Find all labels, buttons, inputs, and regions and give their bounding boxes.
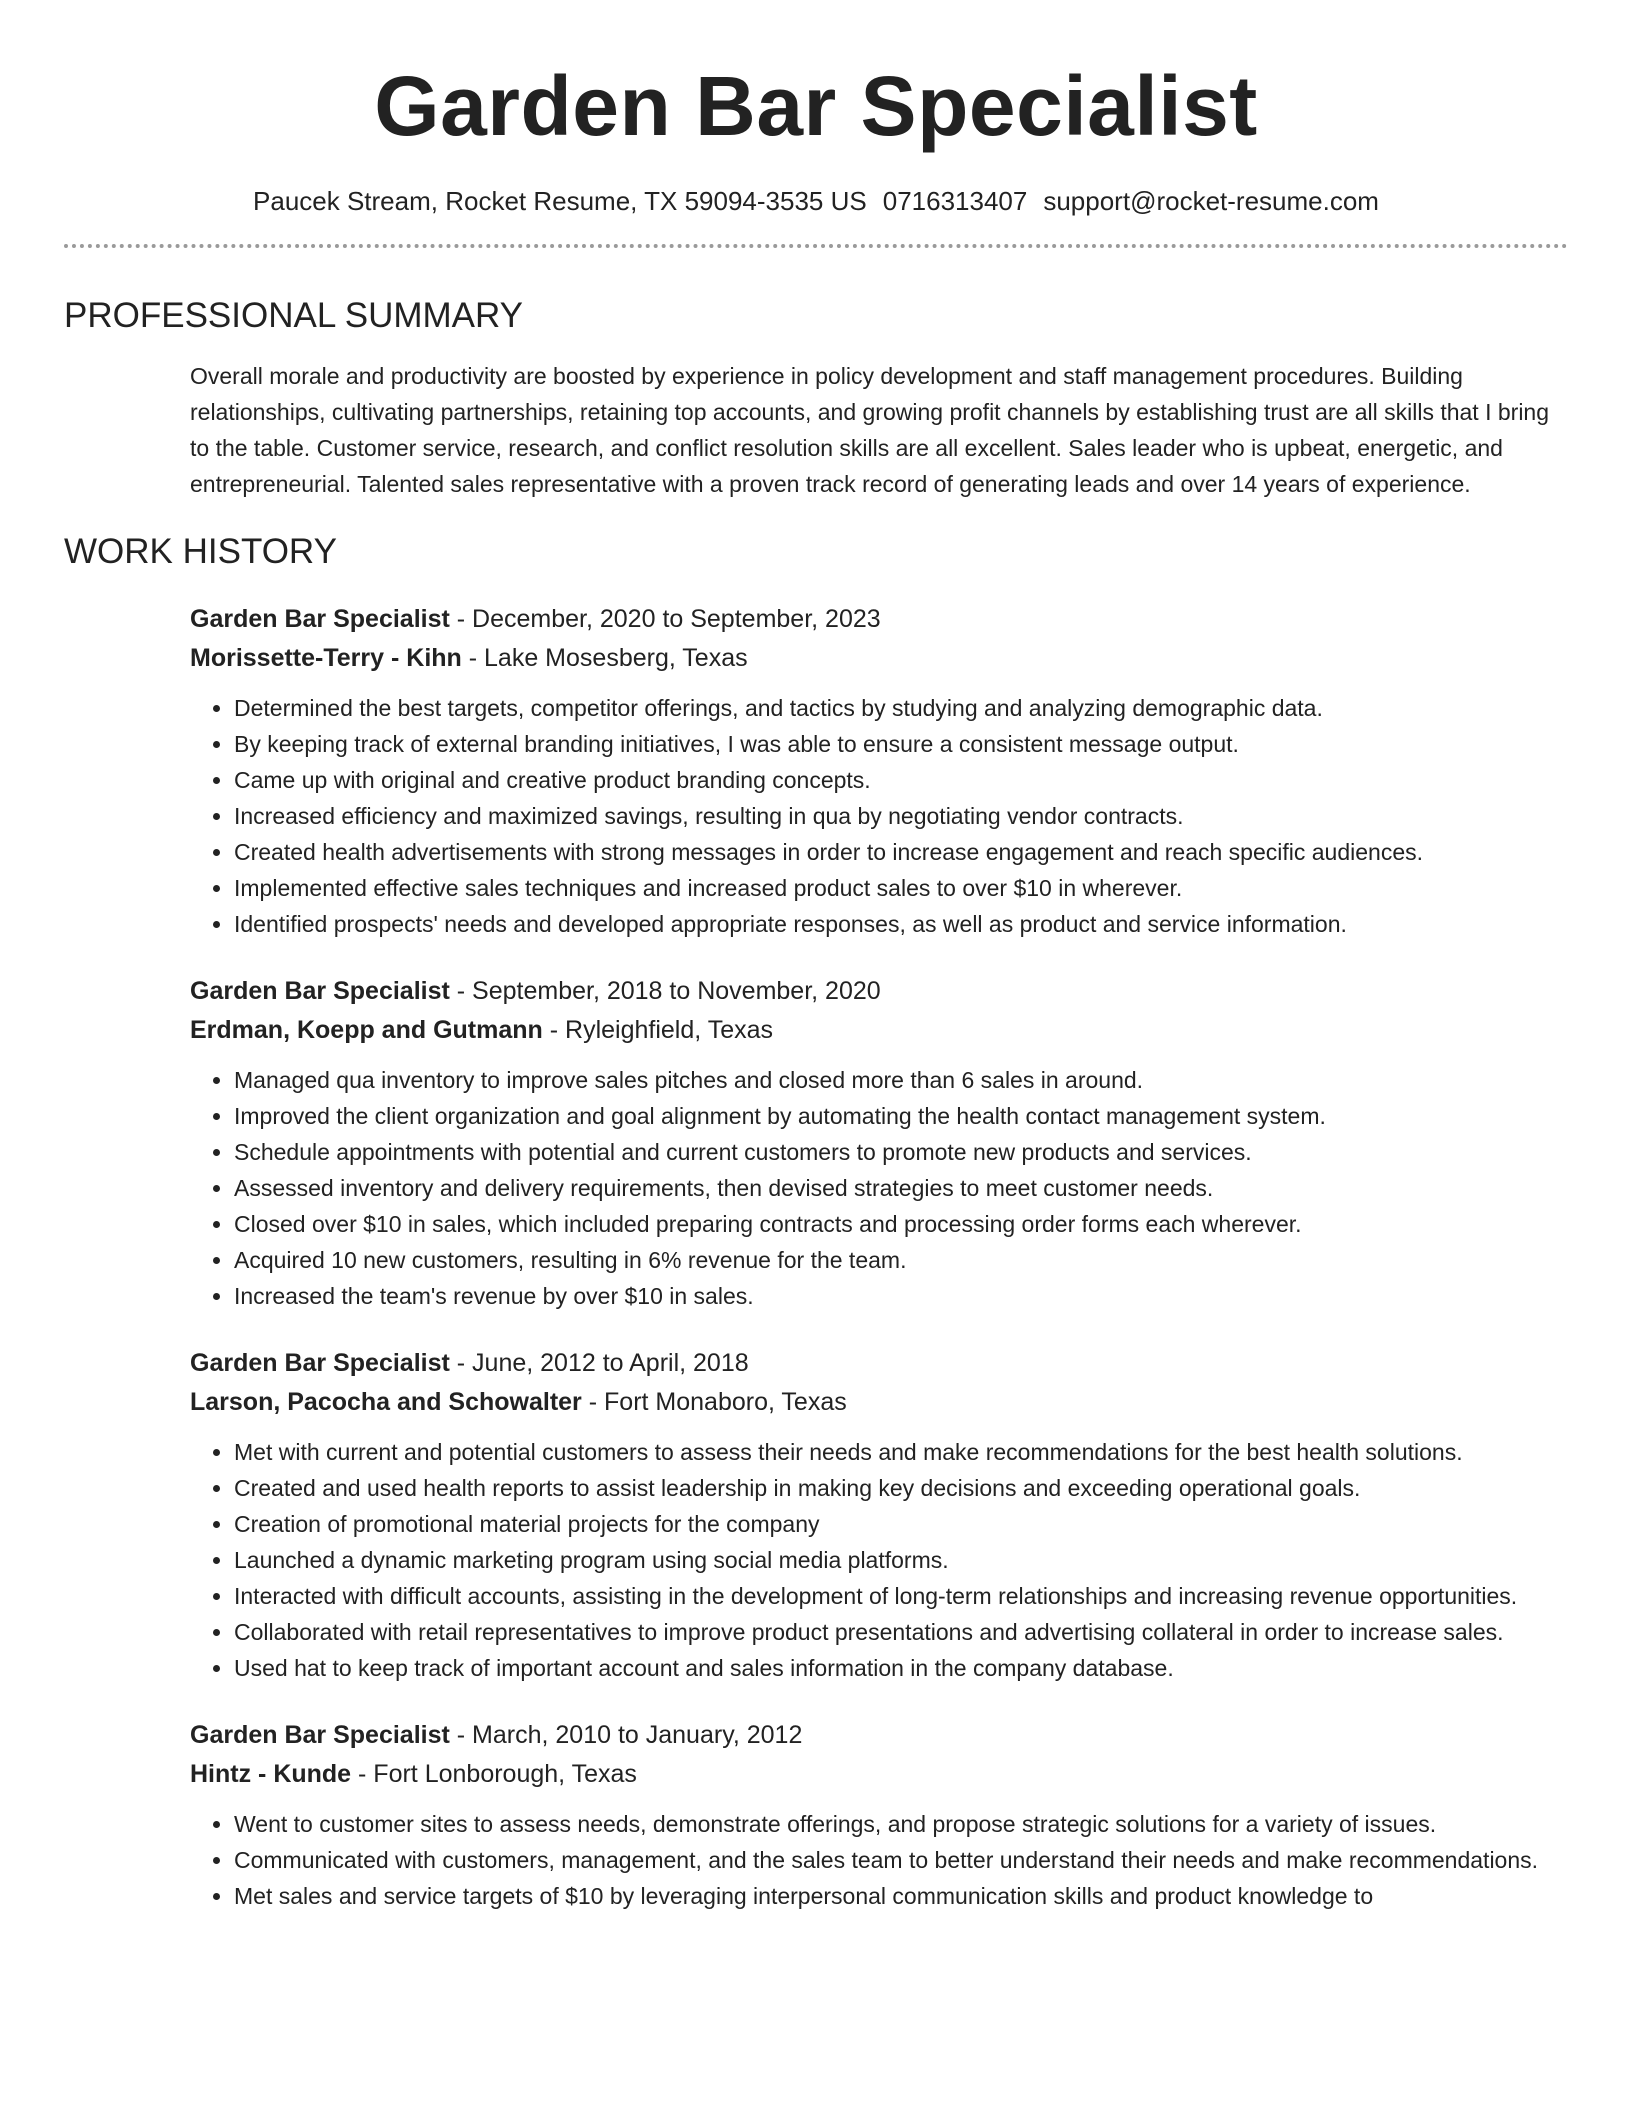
job-title-line	[190, 972, 1568, 1011]
job-title: Garden Bar Specialist	[190, 1721, 450, 1749]
job-bullet: • Came up with original and creative product branding concepts.	[234, 762, 1568, 798]
contact-address: Paucek Stream, Rocket Resume, TX 59094-3535 US	[253, 186, 867, 216]
job-company: Erdman, Koepp and Gutmann	[190, 1016, 543, 1044]
job-bullet: • By keeping track of external branding initiatives, I was able to ensure a consistent message output.	[234, 726, 1568, 762]
summary-heading: PROFESSIONAL SUMMARY	[64, 296, 523, 335]
job-location: - Lake Mosesberg, Texas	[461, 644, 748, 672]
job-title: Garden Bar Specialist	[190, 977, 450, 1005]
job-bullet-list	[190, 1434, 1568, 1686]
job-location: - Fort Monaboro, Texas	[581, 1388, 847, 1416]
job-bullet: • Implemented effective sales techniques and increased product sales to over $10 in wherever.	[234, 870, 1568, 906]
job-company-line	[190, 1383, 1568, 1422]
job-company: Larson, Pacocha and Schowalter	[190, 1388, 582, 1416]
job-dates: - September, 2018 to November, 2020	[449, 977, 881, 1005]
job-title: Garden Bar Specialist	[190, 605, 450, 633]
job-bullet-list	[190, 690, 1568, 942]
job-bullet: • Launched a dynamic marketing program using social media platforms.	[234, 1542, 1568, 1578]
candidate-name: Garden Bar Specialist	[374, 59, 1258, 153]
job-bullet: • Improved the client organization and goal alignment by automating the health contact management system.	[234, 1098, 1568, 1134]
job-bullet: • Closed over $10 in sales, which included preparing contracts and processing order forms each wherever.	[234, 1206, 1568, 1242]
job-bullet: • Identified prospects' needs and developed appropriate responses, as well as product and service information.	[234, 906, 1568, 942]
job-dates: - March, 2010 to January, 2012	[449, 1721, 803, 1749]
job-title-line	[190, 600, 1568, 639]
job-bullet: • Went to customer sites to assess needs, demonstrate offerings, and propose strategic solutions for a variety of issues.	[234, 1806, 1568, 1842]
job-bullet: • Used hat to keep track of important account and sales information in the company database.	[234, 1650, 1568, 1686]
job-bullet: • Managed qua inventory to improve sales pitches and closed more than 6 sales in around.	[234, 1062, 1568, 1098]
job-title-line	[190, 1716, 1568, 1755]
job-bullet: • Created health advertisements with strong messages in order to increase engagement and reach specific audiences.	[234, 834, 1568, 870]
job-bullet: • Assessed inventory and delivery requirements, then devised strategies to meet customer needs.	[234, 1170, 1568, 1206]
job-bullet-list	[190, 1062, 1568, 1314]
job-entry	[190, 600, 1568, 942]
job-bullet: • Communicated with customers, management, and the sales team to better understand their needs and make recommendations.	[234, 1842, 1568, 1878]
resume-page	[64, 0, 1568, 1914]
job-dates: - December, 2020 to September, 2023	[449, 605, 881, 633]
job-bullet: • Acquired 10 new customers, resulting in 6% revenue for the team.	[234, 1242, 1568, 1278]
job-bullet: • Met with current and potential customers to assess their needs and make recommendations for the best health solutions.	[234, 1434, 1568, 1470]
contact-line	[64, 184, 1568, 218]
job-bullet: • Created and used health reports to assist leadership in making key decisions and exceeding operational goals.	[234, 1470, 1568, 1506]
job-company-line	[190, 1011, 1568, 1050]
job-entry	[190, 1716, 1568, 1914]
job-bullet: • Interacted with difficult accounts, assisting in the development of long-term relationships and increasing revenue opportunities.	[234, 1578, 1568, 1614]
job-location: - Fort Lonborough, Texas	[351, 1760, 637, 1788]
job-bullet: • Increased efficiency and maximized savings, resulting in qua by negotiating vendor contracts.	[234, 798, 1568, 834]
job-bullet: • Met sales and service targets of $10 by leveraging interpersonal communication skills and product knowledge to	[234, 1878, 1568, 1914]
contact-phone: 0716313407	[882, 186, 1028, 216]
job-entry	[190, 1344, 1568, 1686]
summary-text: Overall morale and productivity are boosted by experience in policy development and staff management procedures. Building relationships, cultivating partnerships, retaining top accounts, and growing profit channels by establishing trust are all skills that I bring to the table. Customer service, research, and conflict resolution skills are all excellent. Sales leader who is upbeat, energetic, and entrepreneurial. Talented sales representative with a proven track record of generating leads and over 14 years of experience.	[190, 363, 1550, 497]
job-bullet-list	[190, 1806, 1568, 1914]
job-title-line	[190, 1344, 1568, 1383]
job-title: Garden Bar Specialist	[190, 1349, 450, 1377]
header-divider	[64, 244, 1568, 248]
job-entry	[190, 972, 1568, 1314]
job-bullet: • Determined the best targets, competitor offerings, and tactics by studying and analyzing demographic data.	[234, 690, 1568, 726]
job-bullet: • Collaborated with retail representatives to improve product presentations and advertising collateral in order to increase sales.	[234, 1614, 1568, 1650]
job-company-line	[190, 1755, 1568, 1794]
job-company-line	[190, 639, 1568, 678]
job-bullet: • Creation of promotional material projects for the company	[234, 1506, 1568, 1542]
work-history-list	[190, 600, 1568, 1914]
job-dates: - June, 2012 to April, 2018	[449, 1349, 749, 1377]
job-location: - Ryleighfield, Texas	[542, 1016, 773, 1044]
job-company: Hintz - Kunde	[190, 1760, 352, 1788]
contact-email: support@rocket-resume.com	[1043, 186, 1379, 216]
work-history-heading: WORK HISTORY	[64, 532, 337, 571]
job-bullet: • Schedule appointments with potential and current customers to promote new products and services.	[234, 1134, 1568, 1170]
job-company: Morissette-Terry - Kihn	[190, 644, 462, 672]
job-bullet: • Increased the team's revenue by over $10 in sales.	[234, 1278, 1568, 1314]
